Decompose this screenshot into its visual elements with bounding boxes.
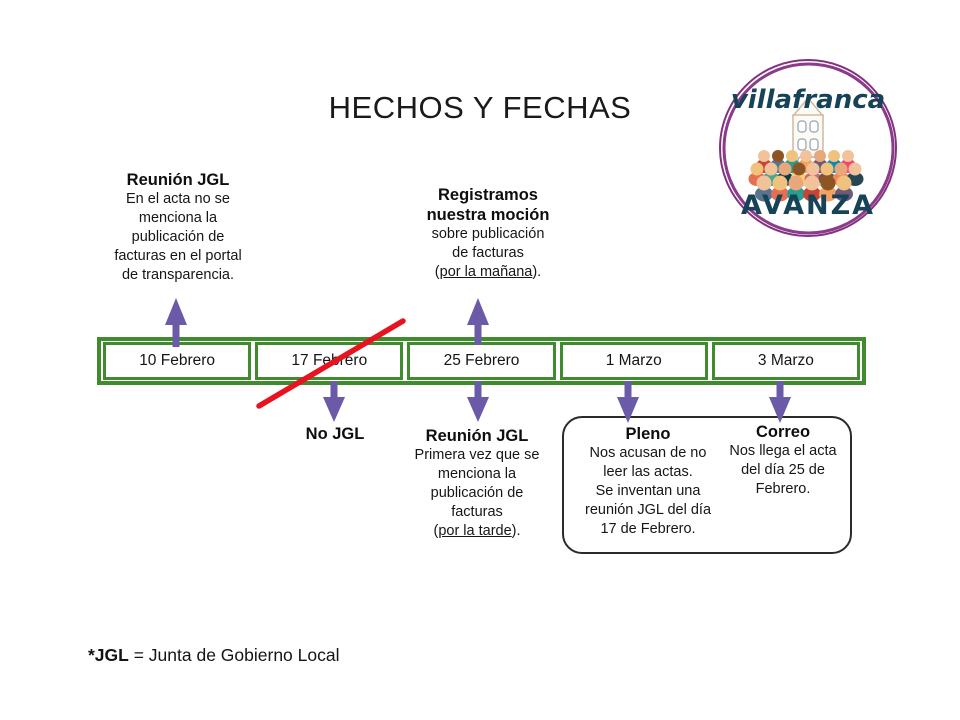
timeline-cell-1-marzo	[560, 342, 708, 380]
footnote	[88, 645, 340, 666]
annotation-correo	[722, 422, 844, 499]
annotation-line: Nos llega el acta	[729, 443, 837, 459]
timeline-cell-25-febrero	[407, 342, 555, 380]
annotation-title: Reunión JGL	[126, 171, 230, 189]
annotation-line: 17 de Febrero.	[600, 521, 696, 537]
date-label: 1 Marzo	[605, 352, 662, 369]
annotation-title: Registramos	[438, 186, 538, 204]
annotation-reunion-jgl-bottom	[382, 426, 572, 541]
annotation-title: No JGL	[305, 425, 365, 443]
paren: (	[434, 264, 440, 280]
annotation-line	[393, 263, 583, 282]
up-arrow-icon	[164, 298, 188, 347]
down-arrow-icon	[466, 381, 490, 422]
logo-bottom-text: AVANZA	[740, 190, 876, 221]
cross-out-strike-icon	[250, 310, 415, 415]
annotation-line: menciona la	[437, 466, 517, 482]
annotation-title: nuestra moción	[426, 206, 550, 224]
paren: ).	[511, 523, 521, 539]
annotation-line: Primera vez que se	[414, 447, 540, 463]
annotation-reunion-jgl-top	[78, 170, 278, 285]
annotation-line: de facturas	[452, 245, 524, 261]
annotation-pleno	[572, 424, 724, 539]
annotation-title: Pleno	[625, 425, 671, 443]
annotation-line: menciona la	[138, 210, 218, 226]
date-label: 25 Febrero	[443, 352, 520, 369]
annotation-line: Se inventan una	[595, 483, 701, 499]
underlined-text: por la mañana	[439, 264, 533, 280]
timeline-cell-10-febrero	[103, 342, 251, 380]
annotation-line	[382, 522, 572, 541]
annotation-line: publicación de	[430, 485, 524, 501]
paren: ).	[532, 264, 542, 280]
callout-box	[562, 416, 852, 554]
date-label: 17 Febrero	[291, 352, 368, 369]
down-arrow-icon	[768, 381, 792, 423]
annotation-line: leer las actas.	[603, 464, 693, 480]
underlined-text: por la tarde	[438, 523, 512, 539]
annotation-line: Febrero.	[755, 481, 811, 497]
footnote-text: = Junta de Gobierno Local	[128, 645, 340, 665]
paren: (	[433, 523, 439, 539]
page-title: HECHOS Y FECHAS	[328, 90, 632, 125]
date-label: 10 Febrero	[139, 352, 216, 369]
annotation-line: del día 25 de	[741, 462, 825, 478]
up-arrow-icon	[466, 298, 490, 345]
villafranca-avanza-logo	[716, 56, 900, 240]
annotation-title: Correo	[755, 423, 811, 441]
logo-top-text: villafranca	[730, 85, 886, 115]
annotation-line: En el acta no se	[126, 191, 230, 207]
annotation-line: sobre publicación	[431, 226, 545, 242]
timeline-cell-3-marzo	[712, 342, 860, 380]
annotation-line: facturas en el portal	[114, 248, 242, 264]
footnote-abbr: *JGL	[88, 645, 129, 665]
annotation-line: publicación de	[131, 229, 225, 245]
annotation-line: de transparencia.	[121, 267, 235, 283]
annotation-no-jgl	[285, 424, 385, 444]
date-label: 3 Marzo	[757, 352, 814, 369]
down-arrow-icon	[616, 381, 640, 423]
annotation-line: Nos acusan de no	[589, 445, 707, 461]
annotation-registramos	[393, 185, 583, 282]
annotation-title: Reunión JGL	[425, 427, 529, 445]
annotation-line: facturas	[451, 504, 503, 520]
annotation-line: reunión JGL del día	[584, 502, 712, 518]
